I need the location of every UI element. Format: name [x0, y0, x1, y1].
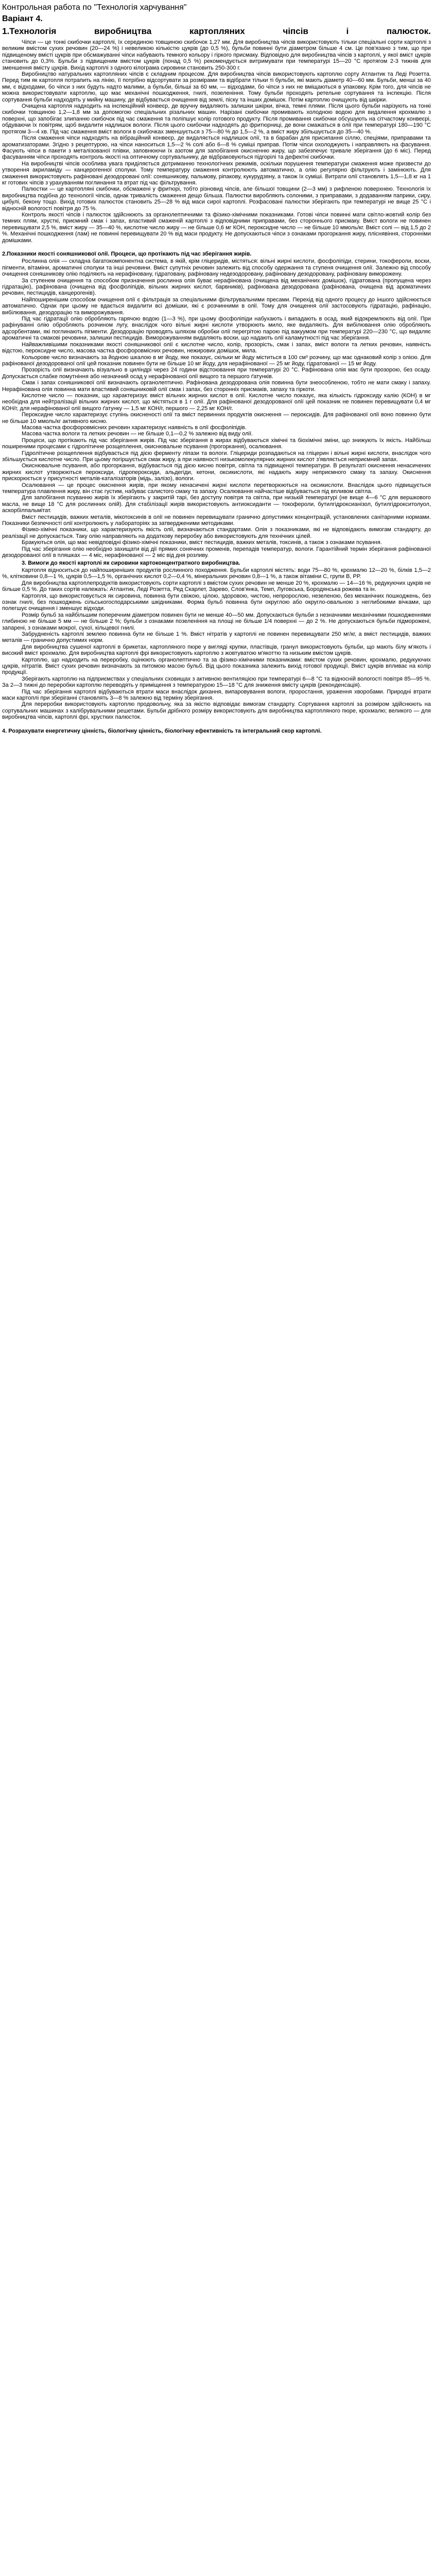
variant-label: Варіант 4. — [2, 14, 43, 23]
paragraph: Під час гідратації олію обробляють гарячою водою (1—3 %), при цьому фосфоліпіди набухають і випадають в осад, який відокремлюють від олії. При рафінуванні олію обробляють розчином лугу, внаслідок чого вільні жирні кислоти утворюють мило, яке видаляють. Для вибілювання олію обробляють адсорбентами, які поглинають пігменти. Дезодорацію проводять шляхом обробки олії перегрітою парою під вакуумом при температурі 220—230 °С, що видаляє ароматичні та смакові речовини, залишки пестицидів. Виморожуванням видаляють воски, що надають олії каламутності під час зберігання. — [2, 316, 431, 342]
paragraph: Очищена картопля надходить на інспекційний конвеєр, де вручну видаляють залишки шкірки, вічка, темні плями. Після цього бульби нарізують на тонкі скибочки товщиною 1,2—1,8 мм за допомогою спеціальних різальних машин. Нарізані скибочки промивають холодною водою для видалення крохмалю з поверхні, що запобігає злипанню скибочок під час смаження та поліпшує колір готового продукту. Після промивання скибочки обсушують на сітчастому конвеєрі, обдуваючи їх повітрям, щоб видалити надлишок вологи. Після цього скибочки надходять до фритюрниці, де вони смажаться в олії при температурі 180—190 °С протягом 3—4 хв. Під час смаження вміст вологи в скибочках зменшується з 75—80 % до 1,5—2 %, а вміст жиру збільшується до 35—40 %. — [2, 103, 431, 135]
paragraph: Під час зберігання картоплі відбуваються втрати маси внаслідок дихання, випаровування вологи, проростання, ураження хворобами. Природні втрати маси картоплі при зберіганні становлять 3—8 % залежно від терміну зберігання. — [2, 688, 431, 702]
paragraph: Чіпси — це тонкі скибочки картоплі, їх серединою товщиною скибочок 1,27 мм. Для виробництва чіпсів використовують тільки спеціальні сорти картоплі з великим вмістом сухих речовин (20—24 %) і невеликою кількістю цукрів (до 0,5 %), бульби повинні бути діаметром більше 4 см. Це пов'язано з тим, що при підвищеному вмісті цукрів при обсмажуванні чіпси набувають темного кольору і гіркого присмаку. Відповідно для виробництва чіпсів з картоплі, у якої вміст цукрів становить до 0,3%. Бульби з підвищеним вмістом цукрів (понад 0,5 %) рекомендується витримувати при температурі 15—20 °С протягом 2-3 тижнів для зменшення вмісту цукрів. Вихід картоплі з одного кілограма сировини становить 250-300 г. — [2, 39, 431, 71]
paragraph: На виробництві чіпсів особлива увага приділяється дотриманню технологічних режимів, оскільки порушення температури смаження може призвести до утворення акриламіду — канцерогенної сполуки. Тому температуру смаження контролюють автоматично, а олію регулярно фільтрують і замінюють. Для смаження використовують рафіновані дезодоровані олії: соняшникову, пальмову, ріпакову, кукурудзяну, а також їх суміші. Витрати олії становлять 1,5—1,8 кг на 1 кг готових чіпсів з урахуванням поглинання та втрат під час фільтрування. — [2, 160, 431, 186]
paragraph: Для запобігання псуванню жирів їх зберігають у закритій тарі, без доступу повітря та світла, при низькій температурі (не вище 4—6 °С для вершкового масла, не вище 18 °С для рослинних олій). Для стабілізації жирів використовують антиоксиданти — токофероли, бутилгідроксианізол, бутилгідрокситолуол, аскорбілпальмітат. — [2, 495, 431, 514]
spacer — [2, 244, 431, 250]
paragraph: Зберігають картоплю на підприємствах у спеціальних сховищах з активною вентиляцією при температурі 6—8 °С та відносній вологості повітря 85—95 %. За 2—3 тижні до переробки картоплю переводять у приміщення з температурою 15—18 °С для зниження вмісту цукрів (реконденсація). — [2, 675, 431, 689]
paragraph: За ступенем очищення та способом призначення рослинна олія буває нерафінована (очищена від механічних домішок), гідратована (пропущена через гідратацію), рафінована (очищена від фосфоліпідів, вільних жирних кислот, барвників), рафінована дезодорована (рафінована, очищена від ароматичних речовин, пестицидів, канцерогенів). — [2, 277, 431, 297]
paragraph: Смак і запах соняшникової олії визначають органолептично. Рафінована дезодорована олія повинна бути знеособленою, тобто не мати смаку і запаху. Нерафінована олія повинна мати властивий соняшниковій олії смак і запах, без сторонніх присмаків, запаху та гіркоти. — [2, 380, 431, 393]
paragraph: Масова частка вологи та летких речовин — не більше 0,1—0,2 % залежно від виду олії. — [22, 431, 253, 437]
paragraph: Гідролітичне розщеплення відбувається під дією ферменту ліпази та вологи. Гліцериди розпадаються на гліцерин і вільні жирні кислоти, внаслідок чого збільшується кислотне число. При цьому погіршується смак жиру, а при наявності низькомолекулярних жирних кислот з'являється неприємний запах. — [2, 450, 431, 463]
paragraph: Кислотне число — показник, що характеризує вміст вільних жирних кислот в олії. Кислотне число показує, яка кількість гідроксиду калію (КОН) в мг необхідна для нейтралізації вільних жирних кислот, що містяться в 1 г олії. Для рафінованої дезодорованої олії цей показник не повинен перевищувати 0,4 мг КОН/г, для нерафінованої олії вищого ґатунку — 1,5 мг КОН/г, першого — 2,25 мг КОН/г. — [2, 392, 431, 412]
paragraph: Палюстки — це картопляні скибочки, обсмажені у фритюрі, тобто різновид чіпсів, але більшої товщини (2—3 мм) з рифленою поверхнею. Технологія їх виробництва подібна до технології чіпсів, однак тривалість смаження дещо більша. Палюстки виробляють солоними, з приправами, з додаванням паприки, сиру, цибулі, бекону тощо. Вихід готових палюсток становить 25—28 % від маси сирої картоплі. Розфасовані палюстки зберігають при температурі не вище 25 °С і відносній вологості повітря до 75 %. — [2, 186, 431, 212]
paragraph: Пероксидне число характеризує ступінь окисненості олії та вміст первинних продуктів окиснення — пероксидів. Для рафінованої олії воно повинно бути не більше 10 ммоль/кг активного кисню. — [2, 412, 431, 425]
section-2-heading: 2.Показники якості соняшникової олії. Процеси, що протікають під час зберігання жирів. — [2, 251, 252, 257]
paragraph: Картоплю, що надходить на переробку, оцінюють органолептично та за фізико-хімічними показниками: вмістом сухих речовин, крохмалю, редукуючих цукрів, нітратів. Вміст сухих речовин визначають за питомою масою бульб. Від цього показника залежить вихід готової продукції. Вміст цукрів впливає на колір продукції. — [2, 656, 431, 676]
section-3-heading: 3. Вимоги до якості картоплі як сировини картоконцентратного виробництва. — [22, 560, 240, 566]
paragraph: Найпоширенішим способом очищення олії є фільтрація за спеціальними фільтрувальними пресами. Перехід від одного процесу до іншого здійснюється автоматично. Однак при цьому не вдається видалити всі домішки, які є розчинними в олії. Тому для очищення олії застосовують гідратацію, рафінацію, вибілювання, дезодорацію та виморожування. — [2, 296, 431, 316]
spacer — [2, 721, 431, 727]
paragraph: Контроль якості чіпсів і палюсток здійснюють за органолептичними та фізико-хімічними показниками. Готові чіпси повинні мати світло-жовтий колір без темних плям, хрусткі, приємний смак і запах, властивий смаженій картоплі з відповідними приправами, без стороннього присмаку. Вміст вологи не повинен перевищувати 2,5 %, вміст жиру — 35—40 %, кислотне число жиру — не більше 0,6 мг КОН, пероксидне число — не більше 10 ммоль/кг. Вміст солі — від 1,5 до 2 %. Механічні пошкодження (лам) не повинні перевищувати 20 % від маси продукту. Не допускаються чіпси з ознаками прогоркання жиру, пліснявіння, сторонніми домішками. — [2, 211, 431, 244]
section-1-heading: 1.Технологія виробництва картопляних чіпсів і палюсток. — [2, 26, 431, 36]
paragraph: Фізико-хімічні показники, що характеризують якість олії, визначаються стандартами. Олія з показниками, які не відповідають вимогам стандарту, до реалізації не допускається. Таку олію направляють на додаткову переробку або використовують для технічних цілей. — [2, 527, 431, 539]
paragraph: Забрудненість картоплі землею повинна бути не більше 1 %. Вміст нітратів у картоплі не повинен перевищувати 250 мг/кг, а вміст пестицидів, важких металів — гранично допустимих норм. — [2, 631, 431, 644]
paragraph: Для переробки використовують картоплю продовольчу, яка за якістю відповідає вимогам стандарту. Сортування картоплі за розміром здійснюють на сортувальних машинах з калібрувальними решетами. Бульби дрібного розміру використовують для виробництва картопляного пюре, крохмалю; великого — для виробництва чіпсів, картоплі фрі, хрустких палюсток. — [2, 701, 431, 721]
paragraph: Для виробництва сушеної картоплі в брикетах, картопляного пюре у вигляді крупки, пластівців, гранул використовують бульби, що мають білу м'якоть і високий вміст крохмалю. Для виробництва картоплі фрі використовують картоплю з жовтуватою м'якоттю та низьким вмістом цукрів. — [2, 643, 431, 657]
paragraph: Кольорове число визначають за йодною шкалою в мг йоду, яке показує, скільки мг йоду міститься в 100 см³ розчину, що має однаковий колір з олією. Для рафінованої дезодорованої олії цей показник повинен бути не більше 10 мг йоду, для нерафінованої — 25 мг йоду, гідратованої — 15 мг йоду. — [2, 354, 431, 367]
paragraph: Картопля, що використовується як сировина, повинна бути свіжою, цілою, здоровою, чистою, непророслою, незеленою, без механічних пошкоджень, без ознак гнилі, без пошкоджень сільськогосподарськими шкідниками. Форма бульб повинна бути округлою або округло-овальною з неглибокими вічками, що полегшує очищення і зменшує відходи. — [2, 592, 431, 612]
paragraph: Виробництво натуральних картопляних чіпсів є складним процесом. Для виробництва чіпсів використовують картоплю сорту Атлантик та Леді Розетта. Перед тим як картопля потрапить на лінію, її потрібно відсортувати за розмірами та відібрати тільки ті бульби, які мають діаметр 40—60 мм. Бульби, менші за 40 мм, є відходами, бо чіпси з них будуть надто малими, а бульби, більші за 60 мм, — відходами, бо чіпси з них не вміщаються в упаковку. Крім того, для чіпсів не можна використовувати картоплю, що має механічні пошкодження, гнилі, позеленіння. Тому бульби проходять ретельне сортування та інспекцію. Після сортування бульби надходять у мийну машину, де відбувається очищення від землі, піску та інших домішок. Потім картоплю очищують від шкірки. — [2, 71, 431, 103]
paragraph: Вміст пестицидів, важких металів, мікотоксинів в олії не повинен перевищувати гранично допустимих концентрацій, установлених санітарними нормами. Показники безпечності олії контролюють у лабораторіях за затвердженими методиками. — [2, 514, 431, 527]
paragraph: Під час зберігання олію необхідно захищати від дії прямих сонячних променів, перепадів температур, вологи. Гарантійний термін зберігання рафінованої дезодорованої олії в пляшках — 4 міс, нерафінованої — 2 міс від дня розливу. — [2, 546, 431, 559]
paragraph: Прозорість олії визначають візуально в циліндрі через 24 години відстоювання при температурі 20 °С. Рафінована олія має бути прозорою, без осаду. Допускається слабке помутніння або незначний осад у нерафінованої олії вищого та першого ґатунків. — [2, 367, 431, 380]
paragraph: Картопля відноситься до найпоширеніших продуктів рослинного походження. Бульби картоплі містять: води 75—80 %, крохмалю 12—20 %, білків 1,5—2 %, клітковини 0,8—1 %, цукрів 0,5—1,5 %, органічних кислот 0,2—0,4 %, мінеральних речовин 0,8—1 %, а також вітаміни С, групи В, РР. — [2, 567, 431, 580]
paragraph: Для виробництва картоплепродуктів використовують сорти картоплі з вмістом сухих речовин не менше 20 %, крохмалю — 14—16 %, редукуючих цукрів не більше 0,5 %. До таких сортів належать: Атлантик, Леді Розетта, Ред Скарлет, Зарево, Слов'янка, Темп, Луговська, Бородянська рожева та ін. — [2, 580, 431, 593]
paragraph: Найважливішими показниками якості соняшникової олії є кислотне число, колір, прозорість, смак і запах, вміст вологи та летких речовин, наявність відстою, пероксидне число, масова частка фосфоровмісних речовин, нежирових домішок, мила. — [2, 341, 431, 354]
paragraph: Розмір бульб за найбільшим поперечним діаметром повинен бути не менше 40—50 мм. Допускаються бульби з незначними механічними пошкодженнями глибиною не більше 5 мм — не більше 2 %; бульби з ознаками позеленіння на площі не більше 1/4 поверхні — до 2 %. Не допускаються бульби підморожені, запарені, з ознаками мокрої, сухої, кільцевої гнилі. — [2, 612, 431, 631]
document-title: Контрольная работа по "Технологія харчування" — [2, 3, 187, 12]
paragraph: Після смаження чіпси надходять на вібраційний конвеєр, де видаляється надлишок олії, та в барабан для присипання сіллю, спеціями, приправами та ароматизаторами. Згідно з рецептурою, на чіпси наноситься 1,5—2 % солі або 6—8 % суміші приправ. Потім чіпси охолоджують і направляють на фасування. Фасують чіпси в пакети з металізованої плівки, заповнюючи їх азотом для запобігання окисненню жиру, що забезпечує тривале зберігання (до 6 міс). Перед фасуванням чіпси проходять контроль якості на оптичному сортувальнику, де відбраковуються підгорілі та дефектні скибочки. — [2, 135, 431, 161]
paragraph: Окиснювальне псування, або прогоркання, відбувається під дією кисню повітря, світла та підвищеної температури. В результаті окиснення ненасичених жирних кислот утворюються пероксиди, гідропероксиди, альдегіди, кетони, оксикислоти, які надають жиру неприємного смаку та запаху. Окиснення прискорюється у присутності металів-каталізаторів (мідь, залізо), вологи. — [2, 463, 431, 482]
paragraph: Рослинна олія — складна багатокомпонентна система, в якій, крім гліцеридів, містяться: вільні жирні кислоти, фосфоліпіди, стерини, токофероли, воски, пігменти, вітаміни, ароматичні сполуки та інші речовини. Вміст супутніх речовин залежить від способу одержання та ступеня очищення олії. Залежно від способу очищення соняшникову олію поділяють на нерафіновану, гідратовану, рафіновану недезодоровану, рафіновану дезодоровану, рафіновану виморожену. — [2, 258, 431, 278]
paragraph: Осалювання — це процес окиснення жирів, при якому ненасичені жирні кислоти перетворюються на оксикислоти. Внаслідок цього підвищується температура плавлення жиру, він стає густим, набуває салистого смаку та запаху. Осалювання найчастіше відбувається під впливом світла. — [2, 482, 431, 495]
paragraph: Бракуються олія, що має невідповідні фізико-хімічні показники, вміст пестицидів, важких металів, токсинів, а також з ознаками псування. — [22, 539, 382, 546]
paragraph: Масова частка фосфоровмісних речовин характеризує наявність в олії фосфоліпідів. — [22, 424, 247, 431]
section-4-heading: 4. Розрахувати енергетичну цінність, біологічну цінність, біологічну ефективність та інтегральний скор картоплі. — [2, 727, 322, 734]
paragraph: Процеси, що протікають під час зберігання жирів. Під час зберігання в жирах відбуваються хімічні та біохімічні зміни, що знижують їх якість. Найбільш поширеними процесами є гідролітичне розщеплення, окиснювальне псування (прогоркання), осалювання. — [2, 437, 431, 450]
